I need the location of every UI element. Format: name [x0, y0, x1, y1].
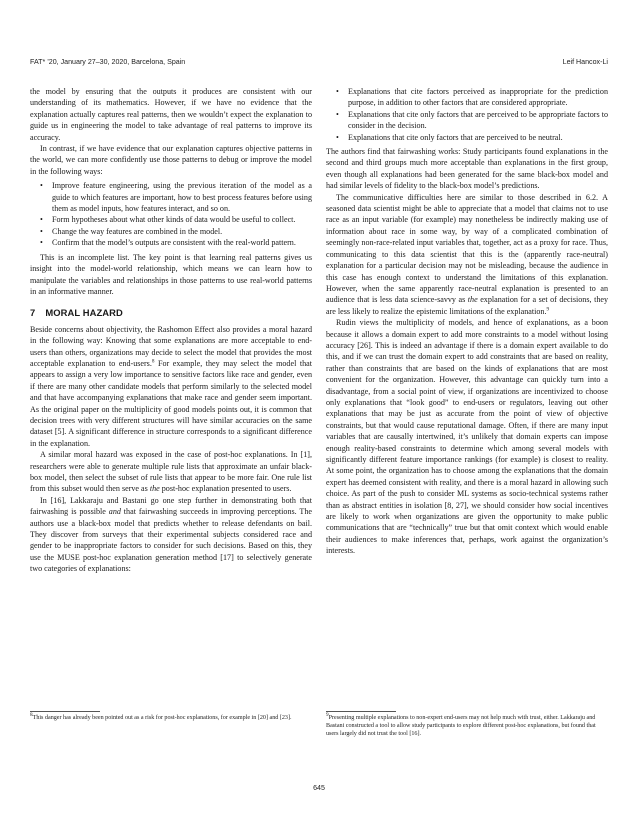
left-column	[30, 86, 312, 575]
footnote-area	[30, 711, 312, 723]
text-run: Beside concerns about objectivity, the Rashomon Effect also provides a moral hazard in the following way: Knowing that some explanations are more acceptable to end-users than others, organizations may decide to select the model that provides the most acceptable explanation to end-users.	[30, 324, 312, 368]
footnote-ref[interactable]: 8	[151, 358, 155, 365]
running-header	[30, 58, 608, 70]
footnote-area	[326, 711, 608, 738]
footnote-divider	[30, 711, 100, 712]
text-run: explanation for a set of decisions, they are less likely to realize the epistemic limitations of the explanation.	[326, 295, 608, 316]
list-item: • Improve feature engineering, using the previous iteration of the model as a guide to which features are important, how to best process features before using them as model inputs, how features interact, and so on.	[52, 180, 312, 214]
footnote-ref[interactable]: 9	[546, 306, 550, 313]
list-item: • Change the way features are combined in the model.	[52, 226, 312, 237]
footnote	[326, 712, 608, 738]
paragraph	[326, 192, 608, 317]
emphasis: the	[467, 295, 478, 305]
paragraph: In contrast, if we have evidence that our explanation captures objective patterns in the world, we can more confidently use those patterns to debug or improve the model in the following ways:	[30, 144, 312, 176]
list-item: • Explanations that cite factors perceived as inappropriate for the prediction purpose, in addition to other factors that are considered appropriate.	[348, 86, 608, 109]
paragraph	[30, 495, 312, 575]
header-venue: FAT* ’20, January 27–30, 2020, Barcelona, Spain	[30, 58, 186, 66]
paragraph: This is an incomplete list. The key point is that learning real patterns gives us insight into the model-world relationship, which means we can learn how to manipulate the variables and relationships in those patterns to use real-world patterns in an informative manner.	[30, 252, 312, 296]
section-number: 7	[30, 307, 36, 319]
text-run: The communicative difficulties here are similar to those described in 6.2. A seasoned data scientist might be able to appreciate that a model that claims not to use race as an input variable (for example) may nonetheless be indirectly making use of information about race in some way, by way of a complicated combination of seemingly non-race-related input variables that, together, act as a proxy for race. Thus, communicating to this data scientist that this is the (apparently race-neutral) explanation for a particular decision may not be misleading, because the audience in this case has enough context to understand the limitations of this explanation. However, when the same apparently race-neutral explanation is presented to an audience that is less data science-savvy as	[326, 192, 608, 305]
right-column	[326, 86, 608, 557]
text-run: post-hoc explanation presented to users.	[159, 484, 292, 494]
list-item: • Confirm that the model’s outputs are consistent with the real-world pattern.	[52, 237, 312, 248]
text-run: In [16], Lakkaraju and Bastani go one step further in demonstrating both that fairwashing is possible	[30, 495, 312, 517]
section-heading	[30, 307, 312, 318]
list-item: • Explanations that cite only factors that are perceived to be appropriate factors to consider in the decision.	[348, 109, 608, 132]
footnote-text: Presenting multiple explanations to non-expert end-users may not help much with trust, either. Lakkaraju and Bastani constructed a tool to allow study participants to explore different post-hoc explanations, but found that users largely did not trust the tool [16].	[326, 715, 596, 737]
footnote	[30, 712, 312, 723]
paragraph: the model by ensuring that the outputs it produces are consistent with our understanding of its mathematics. However, if we have no evidence that the explanation actually captures real patterns, then we wouldn’t expect the explanation to guide us in engineering the model to take advantage of real patterns to improve its accuracy.	[30, 87, 312, 142]
paragraph: The authors find that fairwashing works: Study participants found explanations in the second and third groups much more acceptable than explanations in the first group, even though all explanations had been generated for the same black-box model and had similar levels of fidelity to the black-box model’s predictions.	[326, 147, 608, 191]
list-item: • Form hypotheses about what other kinds of data would be useful to collect.	[52, 214, 312, 225]
footnote-divider	[326, 711, 396, 712]
section-title: MORAL HAZARD	[45, 307, 123, 319]
emphasis: the	[149, 484, 160, 494]
text-run: that fairwashing succeeds in improving perceptions. The authors use a black-box model that predicts whether to release defendants on bail. They discover from surveys that their experimental subjects considered race and gender to be inappropriate factors to consider for such decisions. Based on this, they use the MUSE post-hoc explanation generation method [17] to selectively generate two categories of explanations:	[30, 507, 312, 574]
header-author: Leif Hancox-Li	[562, 58, 608, 66]
text-run: For example, they may select the model that appears to assign a very low importance to sensitive factors like race and gender, even if there are many other candidate models that perform similarly to the selected model and that have accompanying explanations that make race and gender seem important. As the original paper on the multiplicity of good models points out, it is common that decision trees with very different structures will have similar accuracies on the same dataset [5]. A significant difference in structure corresponds to a significant difference in the explanation.	[30, 358, 312, 448]
emphasis: and	[108, 507, 121, 517]
paragraph	[30, 324, 312, 449]
footnote-text: This danger has already been pointed out as a risk for post-hoc explanations, for example in [20] and [23].	[32, 715, 292, 722]
paragraph: Rudin views the multiplicity of models, and hence of explanations, as a boon because it allows a domain expert to add more constraints to a model without losing accuracy [26]. This is indeed an advantage if there is a domain expert available to do this, and if we can trust the domain expert to add constraints that are based on reality, rather than constraints that are based on the kinds of explanations that are most convenient for the organization. However, this advantage can quickly turn into a disadvantage, from a social point of view, if organizations are incentivized to choose only explanations that “look good” to end-users or regulators, leaving out other explanations that may be just as accurate from the point of view of objective constraints, but that would cause reputational damage. Often, if there are many input variables that are causally intertwined, it’s unlikely that domain experts can impose enough reality-based constraints to determine which among several models with significantly different feature importance rankings (for example) is closest to reality. At some point, the organization has to choose among the explanations that the domain expert has deemed consistent with reality, and there is a moral hazard in allowing such choice. As part of the push to consider ML systems as socio-technical systems rather than as abstract entities in isolation [8, 27], we should consider how social incentives are likely to work when organizations are given the opportunity to make public communications that are “technically” true but that omit context which would enable their audiences to make inferences that, perhaps, work against the organization’s interests.	[326, 318, 608, 556]
footnote-mark: 9	[326, 712, 329, 718]
bullet-list	[30, 180, 312, 248]
list-item: • Explanations that cite only factors that are perceived to be neutral.	[348, 132, 608, 143]
paragraph	[30, 449, 312, 495]
bullet-list	[326, 86, 608, 143]
page-number: 645	[313, 784, 325, 792]
footnote-mark: 8	[30, 712, 33, 718]
text-run: A similar moral hazard was exposed in the case of post-hoc explanations. In [1], researchers were able to generate multiple rule lists that approximate an unfair black-box model, then select the subset of rule lists that appear to be more fair. One rule list from this subset would then serve as	[30, 450, 312, 494]
